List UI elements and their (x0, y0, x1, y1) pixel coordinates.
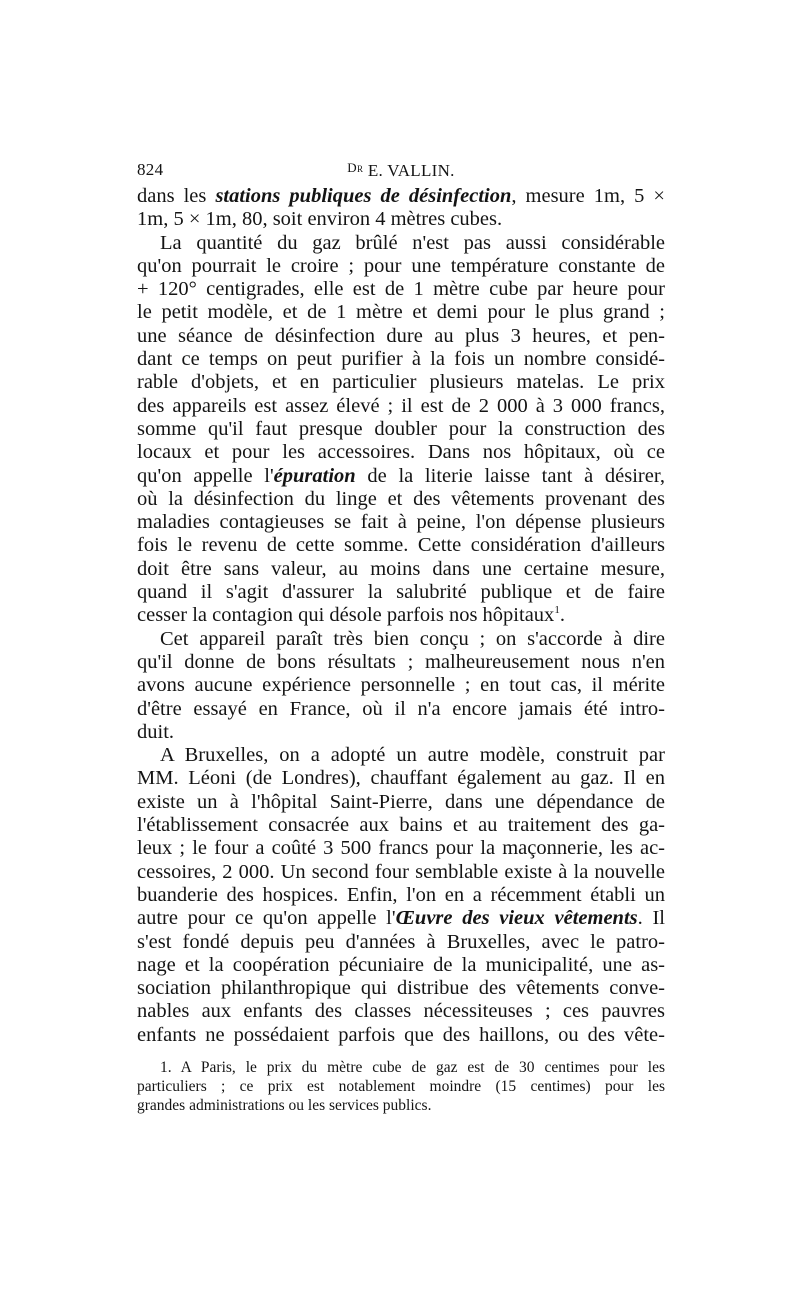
text-line (137, 511, 665, 534)
text-line (137, 371, 665, 394)
text-line (137, 465, 665, 488)
text-line (137, 628, 665, 651)
text-line (137, 441, 665, 464)
text-run: sociation philanthropique qui distribue des vêtements conve- (137, 977, 665, 1000)
text-line (137, 907, 665, 930)
text-line (137, 185, 665, 208)
text-run: grandes administrations ou les services publics. (137, 1097, 432, 1114)
text-line (137, 674, 665, 697)
footnote-line (137, 1058, 665, 1077)
text-run: cesser la contagion qui désole parfois nos hôpitaux (137, 604, 555, 627)
running-head (137, 160, 665, 182)
text-run: où la désinfection du linge et des vêtements provenant des (137, 487, 665, 510)
text-line (137, 791, 665, 814)
author-header (137, 160, 665, 181)
footnotes (137, 1058, 665, 1115)
emphasis-text: Œuvre des vieux vêtements (395, 907, 638, 930)
text-run: + 120° centigrades, elle est de 1 mètre cube par heure pour (137, 278, 665, 301)
footnote-ref[interactable]: 1 (554, 604, 560, 617)
text-run: , mesure 1m, 5 × (511, 185, 665, 207)
text-run: 1. A Paris, le prix du mètre cube de gaz est de 30 centimes pour les (160, 1059, 665, 1076)
text-run: 1m, 5 × 1m, 80, soit environ 4 mètres cubes. (137, 208, 503, 231)
text-line (137, 301, 665, 324)
text-line (137, 395, 665, 418)
text-run: La quantité du gaz brûlé n'est pas aussi considérable (160, 231, 665, 254)
text-run: d'être essayé en France, où il n'a encore jamais été intro- (137, 697, 665, 720)
emphasis-text: stations publiques de désinfection (215, 185, 512, 207)
text-run: Cet appareil paraît très bien conçu ; on s'accorde à dire (160, 627, 665, 650)
text-run: buanderie des hospices. Enfin, l'on en a récemment établi un (137, 883, 665, 906)
text-line (137, 837, 665, 860)
text-line (137, 884, 665, 907)
page-number: 824 (137, 160, 164, 179)
author-name: E. VALLIN. (367, 161, 455, 180)
body-text (137, 185, 665, 1047)
text-run: le petit modèle, et de 1 mètre et demi pour le plus grand ; (137, 301, 665, 324)
text-line (137, 861, 665, 884)
text-run: de la literie laisse tant à désirer, (355, 464, 665, 487)
text-line (137, 767, 665, 790)
text-line (137, 558, 665, 581)
text-run: enfants ne possédaient parfois que des haillons, ou des vête- (137, 1023, 665, 1046)
text-line (137, 721, 665, 744)
text-run: des appareils est assez élevé ; il est de 2 000 à 3 000 francs, (137, 394, 665, 417)
text-line (137, 744, 665, 767)
text-run: maladies contagieuses se fait à peine, l'on dépense plusieurs (137, 511, 665, 534)
text-run: . Il (637, 907, 665, 930)
text-line (137, 581, 665, 604)
text-run: MM. Léoni (de Londres), chauffant également au gaz. Il en (137, 767, 665, 790)
text-line (137, 1024, 665, 1047)
text-line (137, 1000, 665, 1023)
author-title: Dr (347, 160, 364, 175)
text-line (137, 651, 665, 674)
text-run: particuliers ; ce prix est notablement moindre (15 centimes) pour les (137, 1078, 665, 1095)
text-run: leux ; le four a coûté 3 500 francs pour la maçonnerie, les ac- (137, 837, 665, 860)
text-run: nage et la coopération pécuniaire de la municipalité, une as- (137, 953, 665, 976)
footnote-line (137, 1096, 665, 1115)
text-line (137, 977, 665, 1000)
text-run: qu'on appelle l' (137, 464, 274, 487)
text-run: l'établissement consacrée aux bains et au traitement des ga- (137, 814, 665, 837)
text-run: . (559, 604, 565, 627)
text-line (137, 814, 665, 837)
text-run: qu'il donne de bons résultats ; malheureusement nous n'en (137, 650, 665, 673)
text-line (137, 278, 665, 301)
text-run: dans les (137, 185, 216, 207)
text-run: fois le revenu de cette somme. Cette considération d'ailleurs (137, 534, 665, 557)
footnote-line (137, 1077, 665, 1096)
text-line (137, 418, 665, 441)
text-run: autre pour ce qu'on appelle l' (137, 907, 396, 930)
text-line (137, 698, 665, 721)
text-line (137, 255, 665, 278)
text-run: existe un à l'hôpital Saint-Pierre, dans une dépendance de (137, 790, 665, 813)
text-run: rable d'objets, et en particulier plusieurs matelas. Le prix (137, 371, 665, 394)
text-run: cessoires, 2 000. Un second four semblable existe à la nouvelle (137, 860, 665, 883)
text-run: qu'on pourrait le croire ; pour une température constante de (137, 254, 665, 277)
text-line (137, 534, 665, 557)
text-run: quand il s'agit d'assurer la salubrité publique et de faire (137, 581, 665, 604)
text-line (137, 604, 665, 627)
text-run: s'est fondé depuis peu d'années à Bruxelles, avec le patro- (137, 930, 665, 953)
text-line (137, 232, 665, 255)
text-run: nables aux enfants des classes nécessiteuses ; ces pauvres (137, 1000, 665, 1023)
text-line (137, 208, 665, 231)
text-run: duit. (137, 720, 175, 743)
emphasis-text: épuration (273, 464, 356, 487)
text-line (137, 954, 665, 977)
text-line (137, 348, 665, 371)
text-run: dant ce temps on peut purifier à la fois un nombre considé- (137, 348, 665, 371)
text-run: avons aucune expérience personnelle ; en tout cas, il mérite (137, 674, 665, 697)
text-run: A Bruxelles, on a adopté un autre modèle, construit par (160, 744, 665, 767)
text-run: somme qu'il faut presque doubler pour la construction des (137, 417, 665, 440)
text-run: une séance de désinfection dure au plus 3 heures, et pen- (137, 324, 665, 347)
text-line (137, 488, 665, 511)
text-line (137, 931, 665, 954)
text-run: doit être sans valeur, au moins dans une certaine mesure, (137, 557, 665, 580)
text-line (137, 325, 665, 348)
text-run: locaux et pour les accessoires. Dans nos hôpitaux, où ce (137, 441, 665, 464)
